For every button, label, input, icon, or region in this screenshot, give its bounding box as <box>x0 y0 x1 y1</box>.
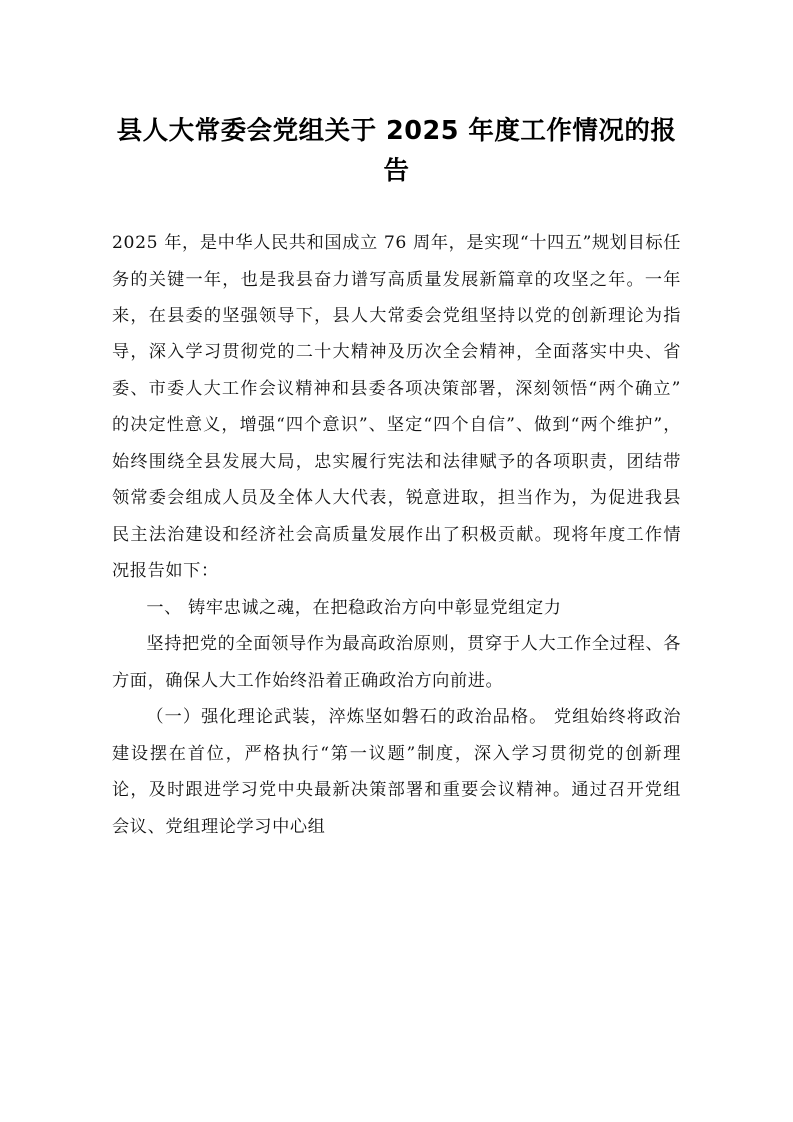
document-body <box>112 225 681 845</box>
paragraph-section-1-heading: 一、 铸牢忠诚之魂，在把稳政治方向中彰显党组定力 <box>146 597 562 618</box>
page-title: 县人大常委会党组关于 2025 年度工作情况的报告 <box>116 116 677 186</box>
paragraph-intro: 2025 年，是中华人民共和国成立 76 周年，是实现“十四五”规划目标任务的关键一年，也是我县奋力谱写高质量发展新篇章的攻坚之年。一年来，在县委的坚强领导下，县人大常委会党组坚持以党的创新理论为指导，深入学习贯彻党的二十大精神及历次全会精神，全面落实中央、省委、市委人大工作会议精神和县委各项决策部署，深刻领悟“两个确立”的决定性意义，增强“四个意识”、坚定“四个自信”、做到“两个维护”，始终围绕全县发展大局，忠实履行宪法和法律赋予的各项职责，团结带领常委会组成人员及全体人大代表，锐意进取，担当作为，为促进我县民主法治建设和经济社会高质量发展作出了积极贡献。现将年度工作情况报告如下： <box>112 233 681 582</box>
paragraph-section-1-item-1: （一）强化理论武装，淬炼坚如磐石的政治品格。 党组始终将政治建设摆在首位，严格执行“第一议题”制度，深入学习贯彻党的创新理论，及时跟进学习党中央最新决策部署和重要会议精神。通过召开党组会议、党组理论学习中心组 <box>112 707 681 837</box>
paragraph-section-1-lead: 坚持把党的全面领导作为最高政治原则，贯穿于人大工作全过程、各方面，确保人大工作始终沿着正确政治方向前进。 <box>112 634 681 691</box>
